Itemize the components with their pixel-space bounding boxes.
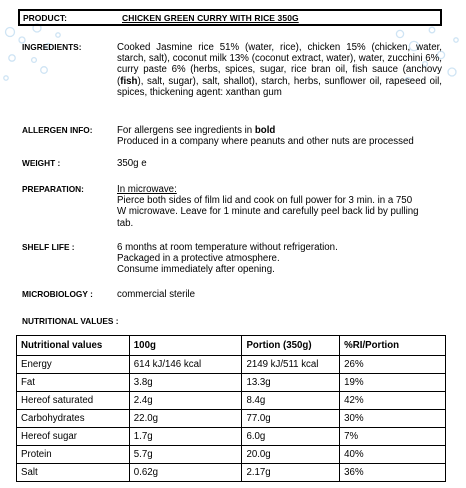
shelf-life-line: Packaged in a protective atmosphere. [117, 253, 280, 265]
per-portion-value: 77.0g [242, 410, 340, 428]
product-label: PRODUCT: [23, 12, 67, 23]
ingredients-label: INGREDIENTS: [22, 42, 82, 52]
table-row [17, 464, 446, 482]
allergen-line: Produced in a company where peanuts and other nuts are processed [117, 136, 414, 148]
nutrient-name: Hereof saturated [17, 392, 130, 410]
shelf-life-line: Consume immediately after opening. [117, 264, 275, 276]
microbiology-value: commercial sterile [117, 289, 196, 300]
ingredients-line: sunflower oil, rapeseed oil, spices, thickening agent: xanthan gum [117, 75, 442, 98]
per-portion-value: 20.0g [242, 446, 340, 464]
nutrient-name: Fat [17, 374, 130, 392]
nutrient-name: Energy [17, 356, 130, 374]
nutrient-name: Hereof sugar [17, 428, 130, 446]
table-header-row [17, 336, 446, 356]
shelf-life-text [117, 242, 442, 276]
table-row [17, 428, 446, 446]
per-100g-value: 22.0g [129, 410, 242, 428]
allergen-text [117, 125, 442, 147]
allergen-label: ALLERGEN INFO: [22, 125, 93, 135]
nutrition-title: NUTRITIONAL VALUES : [22, 316, 119, 326]
ri-percent-value: 36% [340, 464, 446, 482]
preparation-line: Pierce both sides of film lid and cook on full power for 3 min. in a 750 [117, 195, 413, 207]
ri-percent-value: 19% [340, 374, 446, 392]
per-100g-value: 3.8g [129, 374, 242, 392]
nutrition-table [16, 335, 446, 482]
per-portion-value: 2.17g [242, 464, 340, 482]
per-portion-value: 2149 kJ/511 kcal [242, 356, 340, 374]
per-100g-value: 5.7g [129, 446, 242, 464]
product-name: CHICKEN GREEN CURRY WITH RICE 350G [122, 12, 299, 23]
nutrient-name: Carbohydrates [17, 410, 130, 428]
column-header: %RI/Portion [340, 336, 446, 356]
weight-value: 350g e [117, 158, 147, 169]
column-header: Nutritional values [17, 336, 130, 356]
preparation-label: PREPARATION: [22, 184, 84, 194]
per-portion-value: 6.0g [242, 428, 340, 446]
ri-percent-value: 40% [340, 446, 446, 464]
product-header [18, 9, 442, 26]
nutrient-name: Protein [17, 446, 130, 464]
ingredients-line: zucchini 6%, curry paste 6% (herbs, spices, sugar, rice bran oil, fish [117, 53, 442, 76]
allergen-line: For allergens see ingredients in bold [117, 125, 276, 136]
per-100g-value: 1.7g [129, 428, 242, 446]
preparation-text [117, 184, 442, 229]
ingredients-text [117, 42, 442, 98]
per-100g-value: 614 kJ/146 kcal [129, 356, 242, 374]
table-row [17, 392, 446, 410]
preparation-heading: In microwave: [117, 184, 177, 195]
column-header: Portion (350g) [242, 336, 340, 356]
table-row [17, 410, 446, 428]
ri-percent-value: 30% [340, 410, 446, 428]
table-row [17, 374, 446, 392]
per-100g-value: 0.62g [129, 464, 242, 482]
shelf-life-line: 6 months at room temperature without refrigeration. [117, 242, 338, 253]
microbiology-label: MICROBIOLOGY : [22, 289, 93, 299]
ri-percent-value: 26% [340, 356, 446, 374]
ingredients-line: Cooked Jasmine rice 51% (water, rice), chicken 15% (chicken, water, [117, 42, 442, 53]
table-row [17, 446, 446, 464]
ingredients-line-allergen: sauce (anchovy (fish), salt, sugar), salt, shallot), starch, herbs, [117, 64, 442, 87]
column-header: 100g [129, 336, 242, 356]
preparation-line: tab. [117, 217, 134, 229]
per-portion-value: 13.3g [242, 374, 340, 392]
ri-percent-value: 42% [340, 392, 446, 410]
table-row [17, 356, 446, 374]
weight-label: WEIGHT : [22, 158, 61, 168]
allergen-bold-word: bold [254, 125, 276, 136]
allergen-fish: fish [120, 75, 138, 87]
ri-percent-value: 7% [340, 428, 446, 446]
per-100g-value: 2.4g [129, 392, 242, 410]
ingredients-line: starch, salt), coconut milk 13% (coconut extract, water), water, [117, 53, 385, 65]
shelf-life-label: SHELF LIFE : [22, 242, 75, 252]
nutrient-name: Salt [17, 464, 130, 482]
preparation-line: W microwave. Leave for 1 minute and carefully peel back lid by pulling [117, 206, 419, 218]
per-portion-value: 8.4g [242, 392, 340, 410]
